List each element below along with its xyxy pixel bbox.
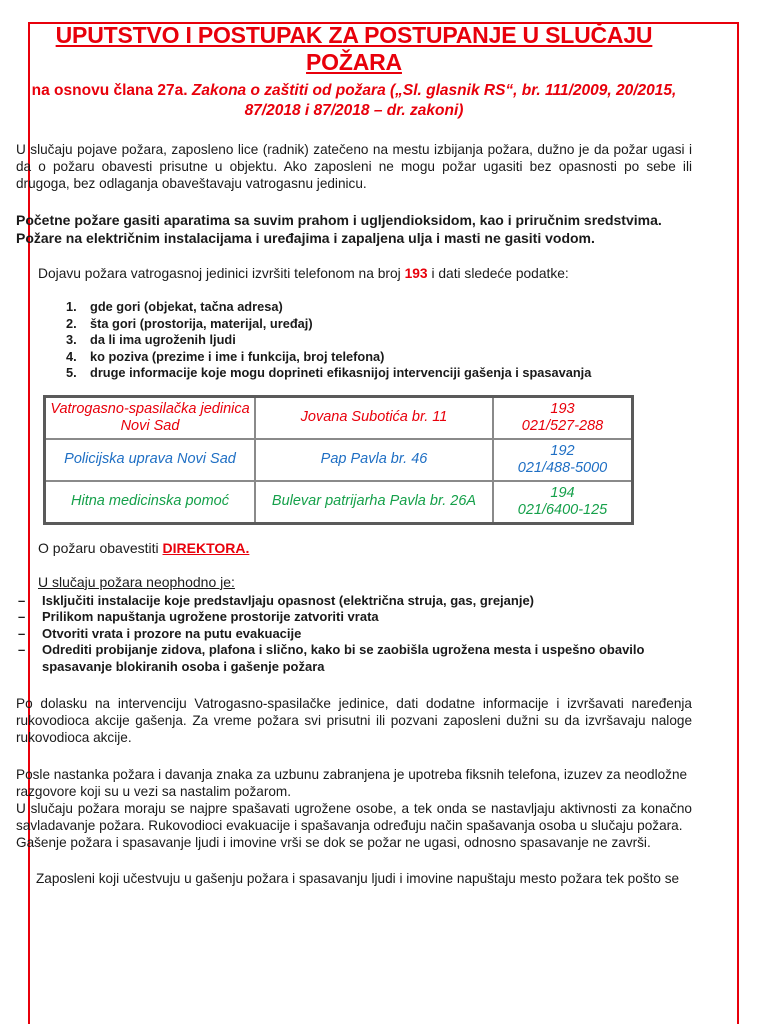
necessary-heading: U slučaju požara neophodno je: <box>38 573 235 590</box>
list-item: – Odrediti probijanje zidova, plafona i slično, kako bi se zaobišla ugrožena mesta i uspešno obavilo spasavanje blokiranih osoba i gašenje požara <box>18 642 645 674</box>
rescue-paragraph: U slučaju požara moraju se najpre spašavati ugrožene osobe, a tek onda se nastavljaju aktivnosti za konačno savladavanje požara. Rukovodioci evakuacije i spašavanja određuju način spašavanja osoba u slučaju požara. <box>16 801 692 834</box>
list-item: – Isključiti instalacije koje predstavljaju opasnost (električna struja, gas, grejanje) <box>18 592 535 608</box>
document-subtitle <box>16 81 692 121</box>
notify-paragraph <box>16 540 692 557</box>
contact-address: Bulevar patrijarha Pavla br. 26A <box>255 481 493 524</box>
extinguish-paragraph: Gašenje požara i spasavanje ljudi i imovine vrši se dok se požar ne ugasi, odnosno spasavanje ne završi. <box>16 835 651 851</box>
subtitle-prefix: na osnovu člana 27a. <box>31 82 188 99</box>
list-item: – Otvoriti vrata i prozore na putu evakuacije <box>18 625 302 641</box>
report-paragraph <box>16 265 692 282</box>
phones-paragraph: Posle nastanka požara i davanja znaka za uzbunu zabranjena je upotreba fiksnih telefona, izuzev za neodložne razgovore koji su u vezi sa nastalim požarom. <box>16 767 688 800</box>
document-title: UPUTSTVO I POSTUPAK ZA POSTUPANJE U SLUČAJU POŽARA <box>55 22 653 75</box>
warning-paragraph: Početne požare gasiti aparatima sa suvim prahom i ugljendioksidom, kao i priručnim sredstvima. Požare na električnim instalacijama i uređajima i zapaljena ulja i masti ne gasiti vodom. <box>16 212 662 246</box>
emergency-number: 193 <box>404 266 428 281</box>
report-text-before: Dojavu požara vatrogasnoj jedinici izvršiti telefonom na broj <box>38 266 401 281</box>
document-content <box>16 22 692 887</box>
list-item: 1. gde gori (objekat, tačna adresa) <box>66 299 283 314</box>
necessary-list <box>16 593 692 676</box>
contact-name: Hitna medicinska pomoć <box>45 481 256 524</box>
contact-address: Jovana Subotića br. 11 <box>255 396 493 439</box>
notify-director: DIREKTORA. <box>162 539 250 556</box>
contact-address: Pap Pavla br. 46 <box>255 439 493 481</box>
contact-phone: 194 021/6400-125 <box>493 481 633 524</box>
table-row <box>45 481 633 524</box>
subtitle-law: Zakona o zaštiti od požara („Sl. glasnik RS“, br. 111/2009, 20/2015, 87/2018 i 87/2018 – dr. zakoni) <box>191 82 677 119</box>
list-item: 5. druge informacije koje mogu doprineti efikasnijoj intervenciji gašenja i spasavanja <box>66 365 592 380</box>
list-item: 2. šta gori (prostorija, materijal, uređaj) <box>66 315 313 331</box>
contact-phone: 193 021/527-288 <box>493 396 633 439</box>
contacts-table <box>43 395 634 525</box>
leave-paragraph: Zaposleni koji učestvuju u gašenju požara i spasavanju ljudi i imovine napuštaju mesto požara tek pošto se <box>36 871 680 887</box>
contact-phone: 192 021/488-5000 <box>493 439 633 481</box>
contact-name: Vatrogasno-spasilačka jedinica Novi Sad <box>45 396 256 439</box>
table-row <box>45 439 633 481</box>
list-item: 4. ko poziva (prezime i ime i funkcija, broj telefona) <box>66 348 385 364</box>
arrival-paragraph: Po dolasku na intervenciju Vatrogasno-spasilačke jedinice, dati dodatne informacije i izvršavati naređenja rukovodioca akcije gašenja. Za vreme požara svi prisutni ili pozvani zaposleni dužni su da izvršavaju naloge rukovodioca akcije. <box>16 696 692 746</box>
list-item: – Prilikom napuštanja ugrožene prostorije zatvoriti vrata <box>18 609 379 625</box>
report-text-after: i dati sledeće podatke: <box>431 266 569 281</box>
list-item: 3. da li ima ugroženih ljudi <box>66 332 236 347</box>
report-steps-list <box>16 299 692 382</box>
notify-text: O požaru obavestiti <box>38 539 159 556</box>
contact-name: Policijska uprava Novi Sad <box>45 439 256 481</box>
intro-paragraph: U slučaju pojave požara, zaposleno lice (radnik) zatečeno na mestu izbijanja požara, dužno je da požar ugasi i da o požaru obavesti prisutne u objektu. Ako zaposleni ne mogu požar ugasiti bez opasnosti po sebe ili drugoga, bez odlaganja obaveštavaju vatrogasnu jedinicu. <box>16 142 692 191</box>
table-row <box>45 396 633 439</box>
